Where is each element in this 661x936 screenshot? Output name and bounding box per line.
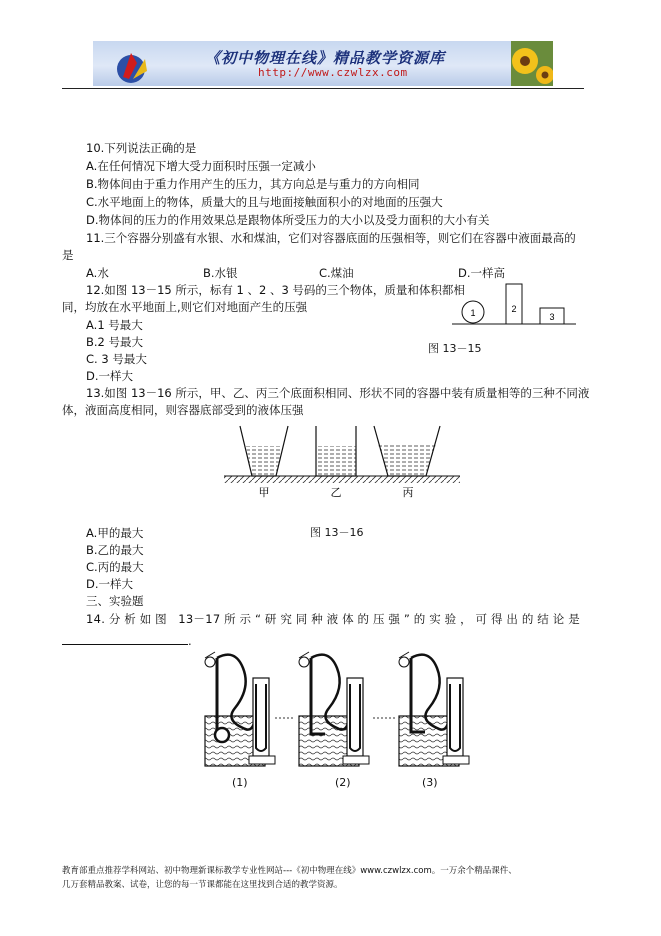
label-1: 1	[470, 308, 476, 318]
q13-option-d: D.一样大	[86, 577, 134, 591]
figure-13-17-label-2: (2)	[335, 776, 351, 789]
apparatus-1	[205, 652, 275, 766]
q10-option-a: A.在任何情况下增大受力面积时压强一定减小	[86, 159, 316, 173]
q13-option-b: B.乙的最大	[86, 543, 144, 557]
container-yi	[316, 446, 356, 475]
q11-option-a: A.水	[86, 266, 109, 280]
banner-url: http://www.czwlzx.com	[258, 66, 408, 79]
q14-stem-end: .	[188, 634, 192, 648]
label-jia: 甲	[258, 486, 270, 499]
q14-stem: 14.分析如图 13－17所示“研究同种液体的压强”的实验，可得出的结论是	[86, 612, 580, 626]
banner-title: 《初中物理在线》精品教学资源库	[205, 49, 446, 67]
label-yi: 乙	[330, 486, 342, 499]
label-bing: 丙	[402, 486, 414, 499]
figure-13-15	[452, 282, 582, 330]
container-jia	[246, 446, 282, 475]
header-banner	[93, 41, 553, 86]
label-2: 2	[511, 304, 517, 314]
q12-stem-cont: 同，均放在水平地面上,则它们对地面产生的压强	[62, 300, 308, 314]
q11-option-d: D.一样高	[458, 266, 506, 280]
q10-option-d: D.物体间的压力的作用效果总是跟物体所受压力的大小以及受力面积的大小有关	[86, 213, 490, 227]
q13-stem: 13.如图 13－16 所示，甲、乙、丙三个底面积相同、形状不同的容器中装有质量相等的三种不同液	[86, 386, 590, 400]
q13-option-c: C.丙的最大	[86, 560, 144, 574]
figure-13-16-caption: 图 13－16	[310, 526, 364, 539]
q10-stem: 10.下列说法正确的是	[86, 141, 197, 155]
answer-blank-line	[62, 644, 188, 645]
figure-13-15-caption: 图 13－15	[428, 342, 482, 355]
figure-13-17-label-1: (1)	[232, 776, 248, 789]
q10-option-c: C.水平地面上的物体，质量大的且与地面接触面积小的对地面的压强大	[86, 195, 443, 209]
figure-13-16	[222, 420, 462, 504]
q12-option-b: B.2 号最大	[86, 335, 144, 349]
q13-stem-cont: 体，液面高度相同，则容器底部受到的液体压强	[62, 403, 304, 417]
q12-option-d: D.一样大	[86, 369, 134, 383]
label-3: 3	[549, 312, 555, 322]
q11-stem-cont: 是	[62, 248, 74, 262]
section-heading: 三、实验题	[86, 594, 144, 608]
q12-stem: 12.如图 13－15 所示，标有 1 、2 、3 号码的三个物体，质量和体积都相	[86, 283, 465, 297]
footer-line-2: 几万套精品教案、试卷，让您的每一节课都能在这里找到合适的教学资源。	[62, 880, 343, 890]
q11-option-b: B.水银	[203, 266, 238, 280]
figure-13-17	[195, 648, 485, 776]
q13-option-a: A.甲的最大	[86, 526, 144, 540]
q12-option-a: A.1 号最大	[86, 318, 143, 332]
apparatus-3	[399, 652, 469, 766]
header-rule	[62, 88, 584, 89]
apparatus-2	[299, 652, 369, 766]
footer-line-1: 教育部重点推荐学科网站、初中物理新课标教学专业性网站---《初中物理在线》www.czwlzx.com。一万余个精品课件、	[62, 866, 517, 876]
q11-stem: 11.三个容器分别盛有水银、水和煤油，它们对容器底面的压强相等，则它们在容器中液面最高的	[86, 231, 576, 245]
figure-13-17-label-3: (3)	[422, 776, 438, 789]
q10-option-b: B.物体间由于重力作用产生的压力，其方向总是与重力的方向相同	[86, 177, 420, 191]
q11-option-c: C.煤油	[319, 266, 354, 280]
q12-option-c: C. 3 号最大	[86, 352, 147, 366]
